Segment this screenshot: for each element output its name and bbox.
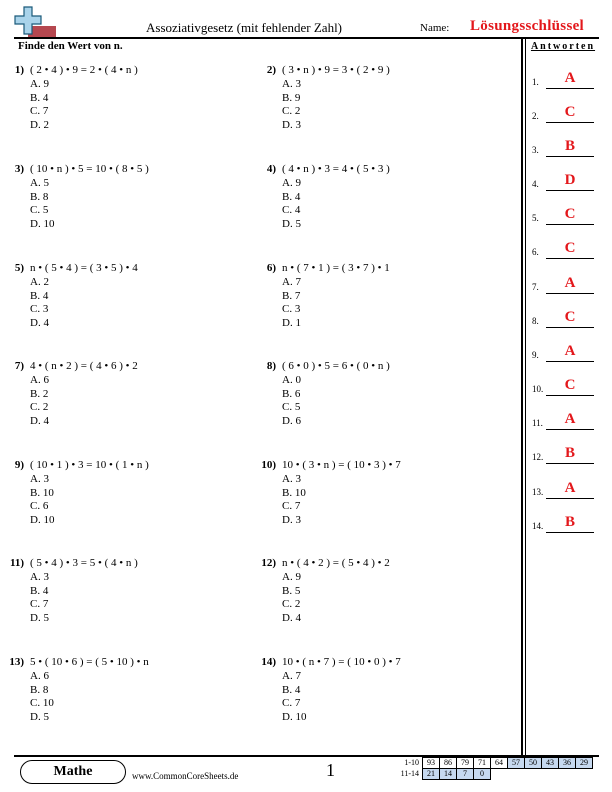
option-b: B. 8 <box>30 683 49 696</box>
problem-expression: ( 2 • 4 ) • 9 = 2 • ( 4 • n ) <box>30 64 138 76</box>
score-table <box>398 757 593 780</box>
answer-number: 11. <box>532 418 543 428</box>
problem-options <box>282 177 301 231</box>
option-c: C. 3 <box>30 303 49 315</box>
problem-options <box>30 473 54 527</box>
subject-badge: Mathe <box>20 760 126 784</box>
score-cell: 93 <box>423 758 440 769</box>
option-a: A. 5 <box>30 177 49 189</box>
option-b: B. 8 <box>30 190 49 203</box>
problem-number: 4) <box>266 163 276 175</box>
score-cell: 7 <box>457 769 474 780</box>
answer-value: A <box>564 70 576 86</box>
option-b: B. 4 <box>30 91 49 104</box>
option-c: C. 5 <box>282 401 301 413</box>
answer-value: A <box>564 275 576 291</box>
problem-options <box>30 374 49 428</box>
option-b: B. 4 <box>30 584 49 597</box>
answer-number: 8. <box>532 316 539 326</box>
score-cell: 71 <box>474 758 491 769</box>
answer-line <box>546 532 594 533</box>
answer-number: 2. <box>532 111 539 121</box>
answer-line <box>546 224 594 225</box>
problem-number: 5) <box>14 262 24 274</box>
option-c: C. 6 <box>30 500 49 512</box>
answer-line <box>546 463 594 464</box>
option-d: D. 3 <box>282 118 301 131</box>
score-cell: 50 <box>525 758 542 769</box>
plus-logo-icon <box>14 6 58 38</box>
problem-options <box>282 78 301 132</box>
option-a: A. 3 <box>30 571 49 583</box>
option-c: C. 5 <box>30 204 49 216</box>
option-d: D. 10 <box>282 710 307 723</box>
option-b: B. 10 <box>282 486 306 499</box>
option-b: B. 5 <box>282 584 301 597</box>
problem-expression: 10 • ( n • 7 ) = ( 10 • 0 ) • 7 <box>282 656 401 668</box>
problem-number: 3) <box>14 163 24 175</box>
option-d: D. 10 <box>30 217 55 230</box>
answer-number: 3. <box>532 145 539 155</box>
answer-number: 9. <box>532 350 539 360</box>
answer-value: B <box>564 514 575 530</box>
score-cell: 29 <box>576 758 593 769</box>
option-a: A. 9 <box>282 571 301 583</box>
answer-number: 5. <box>532 213 539 223</box>
problem-number: 12) <box>261 557 276 569</box>
problem-expression: 4 • ( n • 2 ) = ( 4 • 6 ) • 2 <box>30 360 138 372</box>
option-a: A. 0 <box>282 374 301 386</box>
header-divider <box>14 37 599 39</box>
problem-number: 9) <box>14 459 24 471</box>
answer-value: D <box>564 172 576 188</box>
score-cell: 36 <box>559 758 576 769</box>
problem-expression: n • ( 4 • 2 ) = ( 5 • 4 ) • 2 <box>282 557 390 569</box>
score-row <box>398 769 593 780</box>
option-c: C. 2 <box>30 401 49 413</box>
option-d: D. 4 <box>30 414 49 427</box>
problem-number: 6) <box>266 262 276 274</box>
problem-expression: ( 10 • n ) • 5 = 10 • ( 8 • 5 ) <box>30 163 149 175</box>
problem-number: 2) <box>266 64 276 76</box>
answer-value: C <box>564 104 576 120</box>
option-c: C. 2 <box>282 105 301 117</box>
answer-line <box>546 293 594 294</box>
option-a: A. 2 <box>30 276 49 288</box>
answer-key-title: Lösungsschlüssel <box>470 18 585 34</box>
answer-value: A <box>564 411 576 427</box>
worksheet-title: Assoziativgesetz (mit fehlender Zahl) <box>146 20 343 35</box>
option-a: A. 7 <box>282 276 301 288</box>
answer-value: C <box>564 309 576 325</box>
option-d: D. 2 <box>30 118 49 131</box>
problem-options <box>282 473 306 527</box>
score-cell: 43 <box>542 758 559 769</box>
instruction-text: Finde den Wert von n. <box>18 40 123 52</box>
answer-line <box>546 258 594 259</box>
problem-number: 1) <box>14 64 24 76</box>
answer-line <box>546 122 594 123</box>
answer-value: A <box>564 480 576 496</box>
problem-expression: 5 • ( 10 • 6 ) = ( 5 • 10 ) • n <box>30 656 149 668</box>
answer-line <box>546 361 594 362</box>
score-cell: 14 <box>440 769 457 780</box>
option-c: C. 7 <box>282 697 301 709</box>
answer-number: 7. <box>532 282 539 292</box>
answer-number: 6. <box>532 247 539 257</box>
answer-column-divider <box>521 37 523 755</box>
problem-number: 10) <box>261 459 276 471</box>
option-a: A. 3 <box>30 473 49 485</box>
problem-options <box>30 177 54 231</box>
option-d: D. 1 <box>282 316 301 329</box>
answer-line <box>546 190 594 191</box>
problem-number: 8) <box>266 360 276 372</box>
score-row <box>398 758 593 769</box>
problem-options <box>282 571 301 625</box>
option-c: C. 3 <box>282 303 301 315</box>
score-cell: 0 <box>474 769 491 780</box>
problem-options <box>30 78 49 132</box>
option-a: A. 9 <box>282 177 301 189</box>
problem-expression: ( 3 • n ) • 9 = 3 • ( 2 • 9 ) <box>282 64 390 76</box>
problem-expression: ( 10 • 1 ) • 3 = 10 • ( 1 • n ) <box>30 459 149 471</box>
option-b: B. 2 <box>30 387 49 400</box>
problem-number: 13) <box>9 656 24 668</box>
option-b: B. 7 <box>282 289 301 302</box>
answer-number: 10. <box>532 384 544 394</box>
answer-line <box>546 429 594 430</box>
option-c: C. 7 <box>30 598 49 610</box>
option-d: D. 5 <box>282 217 301 230</box>
option-a: A. 7 <box>282 670 301 682</box>
problem-options <box>282 276 301 330</box>
option-a: A. 6 <box>30 374 49 386</box>
problem-options <box>282 374 301 428</box>
answer-value: C <box>564 240 576 256</box>
answer-value: C <box>564 377 576 393</box>
score-cell: 79 <box>457 758 474 769</box>
score-cell: 57 <box>508 758 525 769</box>
option-a: A. 3 <box>282 473 301 485</box>
problem-expression: n • ( 5 • 4 ) = ( 3 • 5 ) • 4 <box>30 262 138 274</box>
page-number: 1 <box>326 760 335 780</box>
problem-expression: 10 • ( 3 • n ) = ( 10 • 3 ) • 7 <box>282 459 401 471</box>
option-a: A. 3 <box>282 78 301 90</box>
option-b: B. 4 <box>282 683 301 696</box>
answers-header: Antworten <box>530 41 596 52</box>
score-row-label: 1-10 <box>404 758 419 767</box>
score-cell: 86 <box>440 758 457 769</box>
score-cell: 64 <box>491 758 508 769</box>
answer-value: A <box>564 343 576 359</box>
option-d: D. 5 <box>30 611 49 624</box>
answer-line <box>546 88 594 89</box>
answer-number: 12. <box>532 452 544 462</box>
problem-expression: n • ( 7 • 1 ) = ( 3 • 7 ) • 1 <box>282 262 390 274</box>
option-b: B. 10 <box>30 486 54 499</box>
score-row-label: 11-14 <box>400 769 419 778</box>
option-c: C. 7 <box>282 500 301 512</box>
answer-number: 14. <box>532 521 544 531</box>
problem-options <box>30 670 54 724</box>
problem-expression: ( 5 • 4 ) • 3 = 5 • ( 4 • n ) <box>30 557 138 569</box>
option-b: B. 6 <box>282 387 301 400</box>
score-cell: 21 <box>423 769 440 780</box>
problem-expression: ( 4 • n ) • 3 = 4 • ( 5 • 3 ) <box>282 163 390 175</box>
problem-number: 14) <box>261 656 276 668</box>
option-d: D. 10 <box>30 513 55 526</box>
answer-line <box>546 395 594 396</box>
option-d: D. 4 <box>282 611 301 624</box>
problem-number: 7) <box>14 360 24 372</box>
answer-value: B <box>564 445 575 461</box>
answer-line <box>546 156 594 157</box>
answer-value: B <box>564 138 575 154</box>
name-label: Name: <box>420 22 450 34</box>
answer-column-divider-inner <box>525 37 526 755</box>
option-d: D. 5 <box>30 710 49 723</box>
option-c: C. 10 <box>30 697 54 709</box>
answer-value: C <box>564 206 576 222</box>
problem-expression: ( 6 • 0 ) • 5 = 6 • ( 0 • n ) <box>282 360 390 372</box>
answer-number: 4. <box>532 179 539 189</box>
option-c: C. 7 <box>30 105 49 117</box>
option-c: C. 4 <box>282 204 301 216</box>
option-d: D. 4 <box>30 316 49 329</box>
option-b: B. 4 <box>30 289 49 302</box>
option-d: D. 6 <box>282 414 301 427</box>
problem-options <box>30 276 49 330</box>
option-a: A. 6 <box>30 670 49 682</box>
answer-number: 13. <box>532 487 544 497</box>
option-c: C. 2 <box>282 598 301 610</box>
option-a: A. 9 <box>30 78 49 90</box>
website-text: www.CommonCoreSheets.de <box>132 771 239 781</box>
answer-number: 1. <box>532 77 539 87</box>
option-b: B. 4 <box>282 190 301 203</box>
option-b: B. 9 <box>282 91 301 104</box>
problem-options <box>30 571 49 625</box>
problem-options <box>282 670 306 724</box>
option-d: D. 3 <box>282 513 301 526</box>
answer-line <box>546 327 594 328</box>
problem-number: 11) <box>9 557 24 569</box>
answer-line <box>546 498 594 499</box>
